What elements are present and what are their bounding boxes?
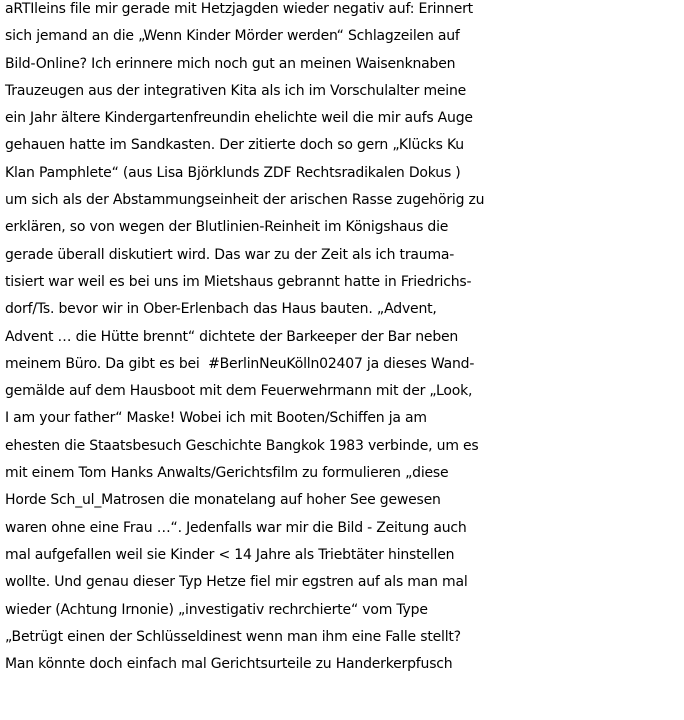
text-line: waren ohne eine Frau …“. Jedenfalls war mir die Bild - Zeitung auch (5, 519, 467, 536)
text-line: Man könnte doch einfach mal Gerichtsurteile zu Handerkerpfusch (5, 656, 453, 673)
text-line: Trauzeugen aus der integrativen Kita als ich im Vorschulalter meine (5, 82, 467, 99)
text-line: dorf/Ts. bevor wir in Ober-Erlenbach das Haus bauten. „Advent, (5, 301, 437, 318)
text-line: meinem Büro. Da gibt es bei #BerlinNeuKölln02407 ja dieses Wand- (5, 355, 475, 372)
text-line: gemälde auf dem Hausboot mit dem Feuerwehrmann mit der „Look, (5, 383, 473, 400)
text-line: „Betrügt einen der Schlüsseldinest wenn man ihm eine Falle stellt? (5, 628, 461, 645)
text-line: ein Jahr ältere Kindergartenfreundin ehelichte weil die mir aufs Auge (5, 110, 473, 127)
text-line: Advent … die Hütte brennt“ dichtete der Barkeeper der Bar neben (5, 328, 459, 345)
text-line: gerade überall diskutiert wird. Das war zu der Zeit als ich trauma- (5, 246, 455, 263)
text-line: sich jemand an die „Wenn Kinder Mörder werden“ Schlagzeilen auf (5, 28, 460, 45)
text-line: I am your father“ Maske! Wobei ich mit Booten/Schiffen ja am (5, 410, 427, 427)
text-line: Bild-Online? Ich erinnere mich noch gut an meinen Waisenknaben (5, 55, 456, 72)
text-line: ehesten die Staatsbesuch Geschichte Bangkok 1983 verbinde, um es (5, 437, 479, 454)
document-body (5, 0, 684, 678)
text-line: mit einem Tom Hanks Anwalts/Gerichtsfilm zu formulieren „diese (5, 465, 449, 482)
text-line: erklären, so von wegen der Blutlinien-Reinheit im Königshaus die (5, 219, 449, 236)
text-line: wieder (Achtung Irnonie) „investigativ rechrchierte“ vom Type (5, 601, 428, 618)
text-line: Klan Pamphlete“ (aus Lisa Björklunds ZDF Rechtsradikalen Dokus ) (5, 164, 461, 181)
text-line: Horde Sch_ul_Matrosen die monatelang auf hoher See gewesen (5, 492, 441, 509)
text-line: gehauen hatte im Sandkasten. Der zitierte doch so gern „Klücks Ku (5, 137, 464, 154)
text-line: aRTIleins file mir gerade mit Hetzjagden wieder negativ auf: Erinnert (5, 1, 473, 17)
text-line: mal aufgefallen weil sie Kinder < 14 Jahre als Triebtäter hinstellen (5, 546, 455, 563)
text-line: tisiert war weil es bei uns im Mietshaus gebrannt hatte in Friedrichs- (5, 273, 472, 290)
text-line: um sich als der Abstammungseinheit der arischen Rasse zugehörig zu (5, 192, 485, 209)
text-line: wollte. Und genau dieser Typ Hetze fiel mir egstren auf als man mal (5, 574, 468, 591)
